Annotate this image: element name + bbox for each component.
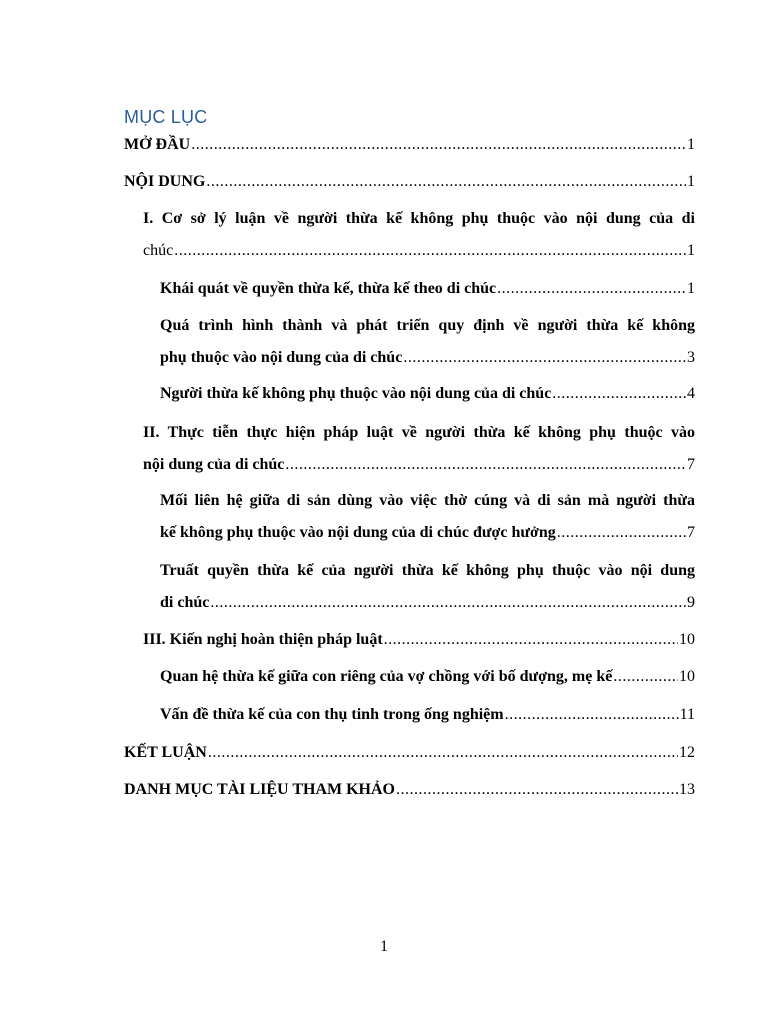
toc-page-number: 1 bbox=[687, 280, 695, 297]
toc-page-number: 11 bbox=[679, 706, 695, 723]
toc-entry-label-line1: Mối liên hệ giữa di sản dùng vào việc thờ cúng và di sản mà người thừa bbox=[160, 492, 695, 509]
toc-entry-section-2[interactable] bbox=[143, 423, 695, 475]
toc-page-number: 7 bbox=[687, 524, 695, 541]
toc-entry-label-line2: phụ thuộc vào nội dung của di chúc bbox=[160, 349, 403, 366]
toc-entry-section-1[interactable] bbox=[143, 209, 695, 261]
toc-entry-subsection-2-2[interactable] bbox=[160, 561, 695, 613]
toc-entry-label-line2: kế không phụ thuộc vào nội dung của di chúc được hưởng bbox=[160, 524, 556, 541]
toc-page-number: 1 bbox=[687, 173, 695, 190]
page-footer-number: 1 bbox=[380, 938, 388, 955]
dot-leader bbox=[210, 593, 686, 613]
toc-page-number: 9 bbox=[687, 594, 695, 611]
dot-leader bbox=[557, 523, 686, 543]
toc-page-number: 12 bbox=[679, 744, 695, 761]
dot-leader bbox=[206, 172, 686, 192]
toc-entry-label: DANH MỤC TÀI LIỆU THAM KHẢO bbox=[124, 781, 395, 798]
dot-leader bbox=[174, 241, 686, 261]
toc-entry-section-3[interactable] bbox=[143, 630, 695, 650]
toc-entry-label-line1: Quá trình hình thành và phát triển quy định về người thừa kế không bbox=[160, 317, 695, 334]
toc-page-number: 1 bbox=[687, 136, 695, 153]
toc-page-number: 13 bbox=[679, 781, 695, 798]
toc-entry-subsection-1-2[interactable] bbox=[160, 316, 695, 368]
dot-leader bbox=[191, 135, 686, 155]
toc-entry-label-line2: nội dung của di chúc bbox=[143, 456, 285, 473]
toc-entry-noi-dung[interactable] bbox=[124, 172, 695, 192]
toc-entry-mo-dau[interactable] bbox=[124, 135, 695, 155]
dot-leader bbox=[613, 667, 678, 687]
toc-entry-subsection-2-1[interactable] bbox=[160, 491, 695, 543]
dot-leader bbox=[552, 384, 686, 404]
toc-page-number: 1 bbox=[687, 242, 695, 259]
dot-leader bbox=[384, 630, 678, 650]
toc-page-number: 3 bbox=[687, 349, 695, 366]
toc-entry-label-line1: I. Cơ sở lý luận về người thừa kế không phụ thuộc vào nội dung của di bbox=[143, 210, 695, 227]
toc-entry-label-line1: Truất quyền thừa kế của người thừa kế không phụ thuộc vào nội dung bbox=[160, 562, 695, 579]
toc-page-number: 10 bbox=[679, 631, 695, 648]
toc-entry-label: Vấn đề thừa kế của con thụ tinh trong ống nghiệm bbox=[160, 706, 504, 723]
toc-entry-ket-luan[interactable] bbox=[124, 743, 695, 763]
toc-entry-subsection-1-3[interactable] bbox=[160, 384, 695, 404]
toc-entry-subsection-3-2[interactable] bbox=[160, 705, 695, 725]
toc-entry-label: Người thừa kế không phụ thuộc vào nội dung của di chúc bbox=[160, 385, 552, 402]
toc-entry-label-line1: II. Thực tiễn thực hiện pháp luật về người thừa kế không phụ thuộc vào bbox=[143, 424, 695, 441]
toc-entry-label: KẾT LUẬN bbox=[124, 744, 207, 761]
toc-entry-label: Quan hệ thừa kế giữa con riêng của vợ chồng với bố dượng, mẹ kế bbox=[160, 668, 613, 685]
dot-leader bbox=[403, 348, 686, 368]
dot-leader bbox=[285, 455, 686, 475]
toc-page-number: 10 bbox=[679, 668, 695, 685]
toc-page-number: 4 bbox=[687, 385, 695, 402]
dot-leader bbox=[208, 743, 678, 763]
toc-entry-label: MỞ ĐẦU bbox=[124, 136, 191, 153]
toc-entry-label-line2: di chúc bbox=[160, 594, 210, 611]
toc-entry-subsection-3-1[interactable] bbox=[160, 667, 695, 687]
toc-page-number: 7 bbox=[687, 456, 695, 473]
toc-entry-label-line2: chúc bbox=[143, 242, 174, 259]
toc-entry-label: III. Kiến nghị hoàn thiện pháp luật bbox=[143, 631, 383, 648]
dot-leader bbox=[505, 705, 679, 725]
dot-leader bbox=[497, 279, 686, 299]
toc-entry-label: Khái quát về quyền thừa kế, thừa kế theo di chúc bbox=[160, 280, 497, 297]
toc-title: MỤC LỤC bbox=[124, 107, 208, 127]
toc-entry-label: NỘI DUNG bbox=[124, 173, 206, 190]
dot-leader bbox=[396, 780, 678, 800]
toc-entry-tai-lieu[interactable] bbox=[124, 780, 695, 800]
toc-entry-subsection-1-1[interactable] bbox=[160, 279, 695, 299]
